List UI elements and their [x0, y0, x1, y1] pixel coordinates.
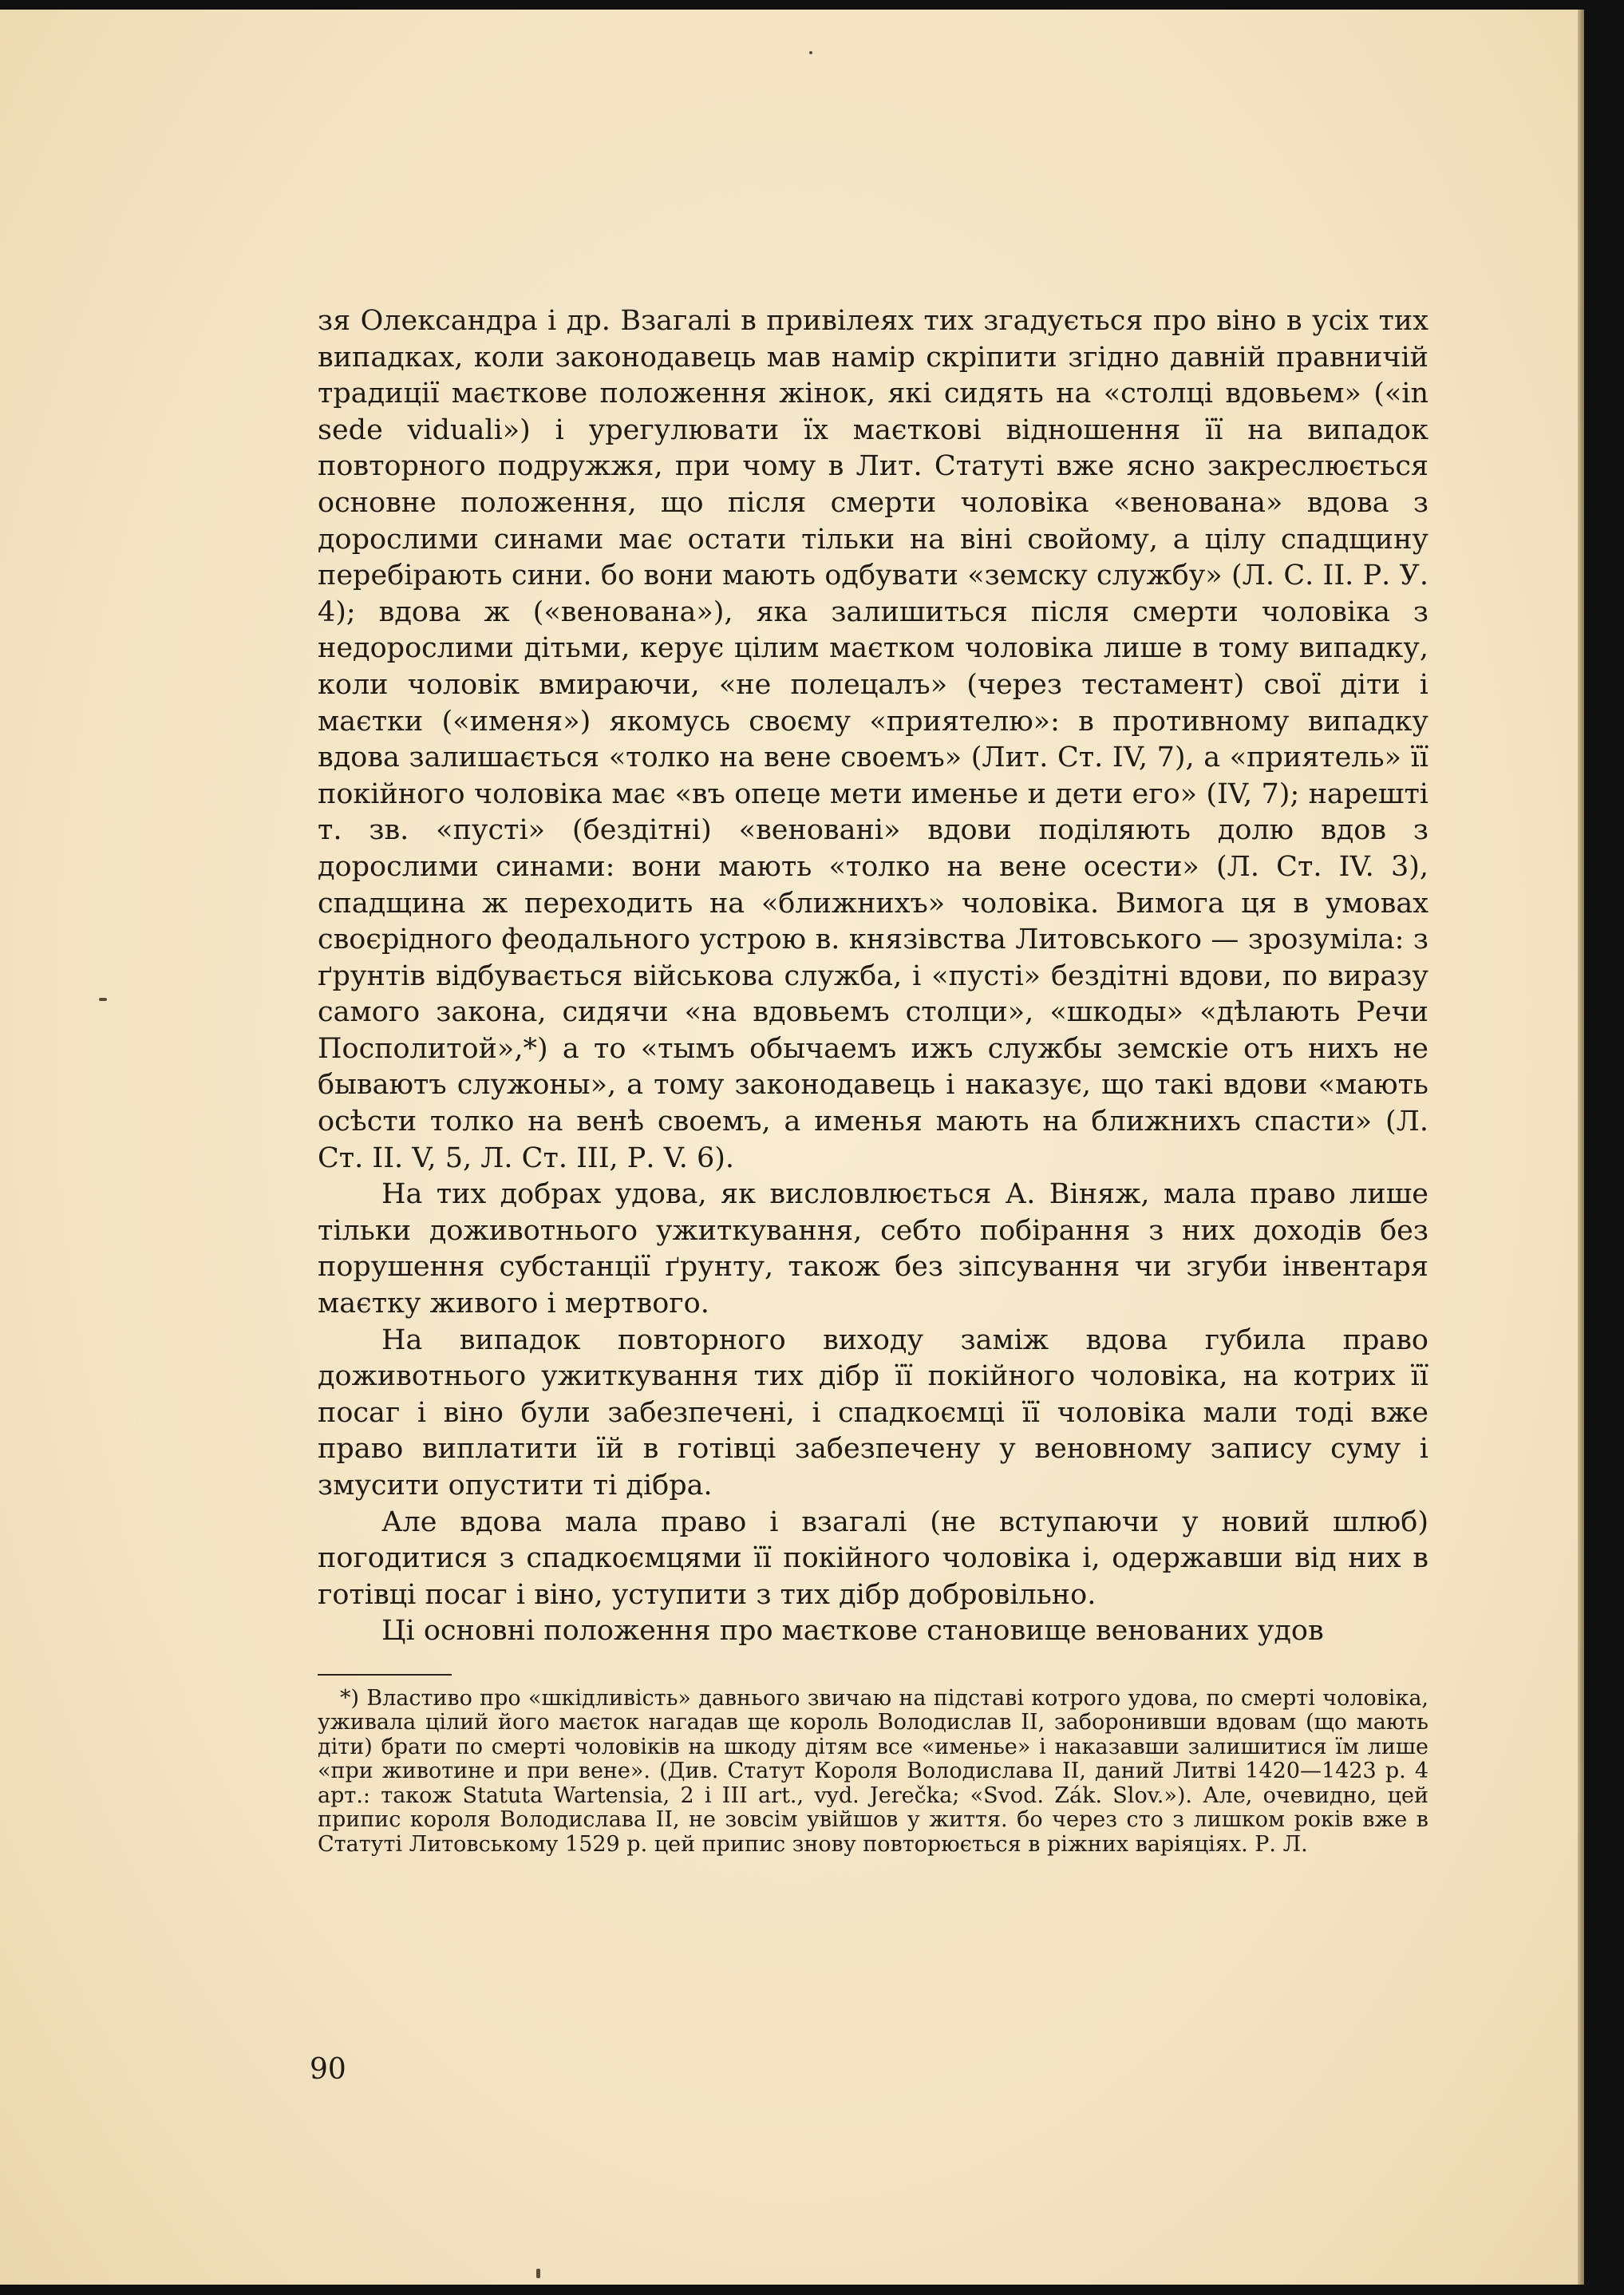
paper-speck	[536, 2269, 540, 2278]
book-page	[0, 10, 1584, 2285]
body-paragraph: Але вдова мала право і взагалі (не вступаючи у новий шлюб) погодитися з спадкоємцями її покійного чоловіка і, одержавши від них в готівці посаг і віно, уступити з тих дібр добровільно.	[318, 1506, 1428, 1611]
body-paragraph: На випадок повторного виходу заміж вдова губила право доживотнього ужиткування тих дібр її покійного чоловіка, на котрих її посаг і віно були забезпечені, і спадкоємці її чоловіка мали тоді вже право виплатити їй в готівці забезпечену у веновному запису суму і змусити опустити ті дібра.	[318, 1324, 1428, 1502]
footnote: *) Властиво про «шкідливість» давнього звичаю на підставі котрого удова, по смерті чоловіка, уживала цілий його маєток нагадав ще король Володислав II, заборонивши вдовам (що мають діти) брати по смерті чоловіків на шкоду дітям все «именье» і наказавши залишитися їм лише «при животине и при вене». (Див. Статут Короля Володислава II, даний Литві 1420—1423 р. 4 арт.: також Statuta Wartensia, 2 і III art., vyd. Jerečka; «Svod. Zák. Slov.»). Але, очевидно, цей припис короля Володислава II, не зовсім увійшов у життя. бо через сто з лишком років вже в Статуті Литовському 1529 р. цей припис знову повторюється в ріжних варіяціях. Р. Л.	[318, 1685, 1428, 1857]
paper-speck	[99, 998, 107, 1001]
text-block	[318, 303, 1428, 1857]
page-edge-shadow	[1578, 10, 1584, 2285]
paper-speck	[809, 51, 812, 54]
page-number: 90	[310, 2053, 346, 2086]
body-paragraph: зя Олександра і др. Взагалі в привілеях тих згадується про віно в усіх тих випадках, коли законодавець мав намір скріпити згідно давній правничій традиції маєткове положення жінок, які сидять на «столці вдовьем» («in sede viduali») і урегулювати їх маєткові відношення її на випадок повторного подружжя, при чому в Лит. Статуті вже ясно закреслюється основне положення, що після смерти чоловіка «венована» вдова з дорослими синами має остати тільки на віні свойому, а цілу спадщину перебірають сини. бо вони мають одбувати «земску службу» (Л. С. II. Р. У. 4); вдова ж («венована»), яка залишиться після смерти чоловіка з недорослими дітьми, керує цілим маєтком чоловіка лише в тому випадку, коли чоловік вмираючи, «не полецалъ» (через тестамент) свої діти і маєтки («именя») якомусь своєму «приятелю»: в противному випадку вдова залишається «толко на вене своемъ» (Лит. Ст. IV, 7), а «приятель» її покійного чоловіка має «въ опеце мети именье и дети его» (IV, 7); нарешті т. зв. «пусті» (бездітні) «веновані» вдови поділяють долю вдов з дорослими синами: вони мають «толко на вене осести» (Л. Ст. IV. 3), спадщина ж переходить на «ближнихъ» чоловіка. Вимога ця в умовах своєрідного феодального устрою в. князівства Литовського — зрозуміла: з ґрунтів відбувається військова служба, і «пусті» бездітні вдови, по виразу самого закона, сидячи «на вдовьемъ столци», «шкоды» «дѣлають Речи Посполитой»,*) а то «тымъ обычаемъ ижъ службы земскіе отъ нихъ не бываютъ служоны», а тому законодавець і наказує, що такі вдови «мають осѣсти толко на венѣ своемъ, а именья мають на ближнихъ спасти» (Л. Ст. II. V, 5, Л. Ст. III, Р. V. 6).	[318, 305, 1428, 1174]
footnote-divider	[318, 1674, 452, 1676]
body-paragraph: Ці основні положення про маєткове становище венованих удов	[381, 1615, 1324, 1648]
body-paragraph: На тих добрах удова, як висловлюється А. Віняж, мала право лише тільки доживотнього ужиткування, себто побірання з них доходів без порушення субстанції ґрунту, також без зіпсування чи згуби інвентаря маєтку живого і мертвого.	[318, 1178, 1428, 1320]
